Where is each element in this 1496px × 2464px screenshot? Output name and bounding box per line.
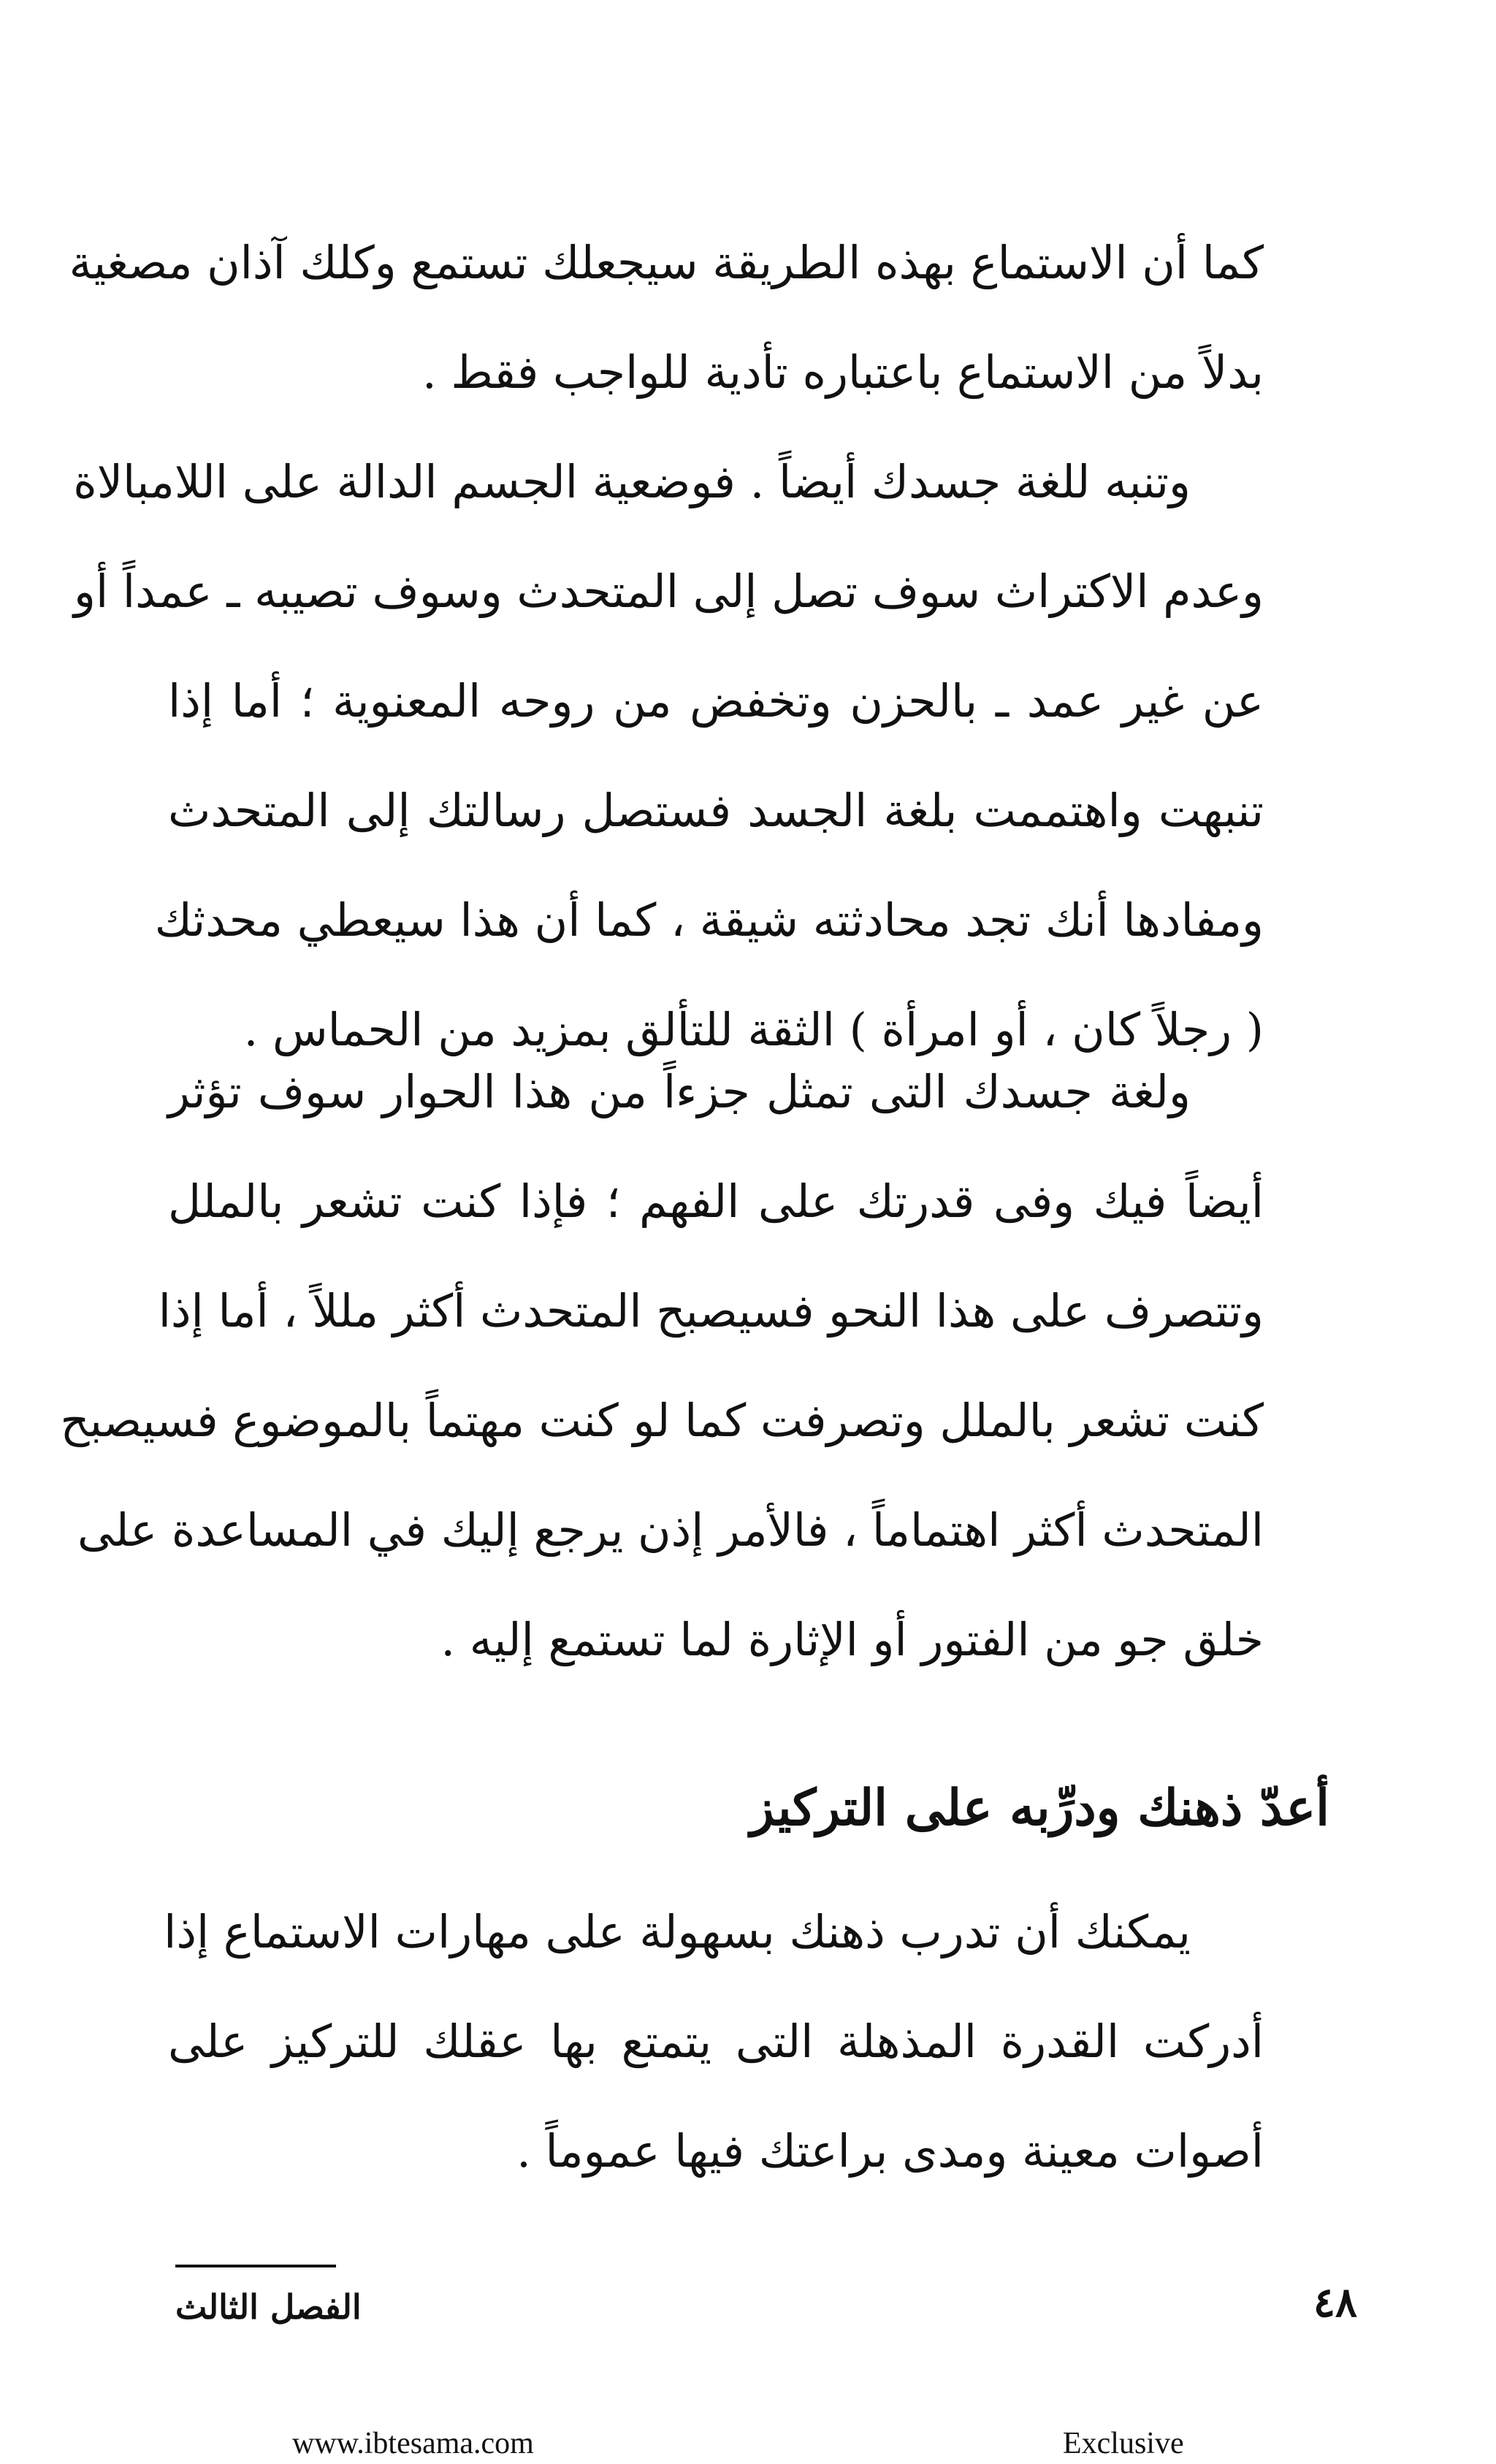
text-line: يمكنك أن تدرب ذهنك بسهولة على مهارات الاستماع إذا [164,1905,1191,1958]
text-line: ولغة جسدك التى تمثل جزءاً من هذا الحوار سوف تؤثر [168,1065,1191,1118]
footer-rule [175,2265,336,2267]
paragraph-4 [164,1877,1264,2206]
watermark-tag: Exclusive [1063,2427,1184,2460]
chapter-label: الفصل الثالث [175,2287,362,2327]
text-line: أدركت القدرة المذهلة التى يتمتع بها عقلك للتركيز على [168,2015,1264,2068]
section-heading: أعدّ ذهنك ودرِّبه على التركيز [750,1779,1329,1837]
paragraph-1 [69,208,1264,427]
text-line: وعدم الاكتراث سوف تصل إلى المتحدث وسوف تصيبه ـ عمداً أو [74,565,1264,618]
text-line: وتتصرف على هذا النحو فسيصبح المتحدث أكثر مللاً ، أما إذا [158,1284,1264,1338]
text-line: كنت تشعر بالملل وتصرفت كما لو كنت مهتماً بالموضوع فسيصبح [60,1394,1264,1447]
text-line: عن غير عمد ـ بالحزن وتخفض من روحه المعنوية ؛ أما إذا [168,674,1264,728]
text-line: المتحدث أكثر اهتماماً ، فالأمر إذن يرجع إليك في المساعدة على [77,1503,1264,1557]
text-line: تنبهت واهتممت بلغة الجسد فستصل رسالتك إلى المتحدث [168,784,1264,837]
text-line: وتنبه للغة جسدك أيضاً . فوضعية الجسم الدالة على اللامبالاة [73,455,1191,508]
text-line: أيضاً فيك وفى قدرتك على الفهم ؛ فإذا كنت تشعر بالملل [168,1175,1264,1228]
paragraph-2 [73,427,1264,1085]
text-line: أصوات معينة ومدى براعتك فيها عموماً . [516,2124,1264,2178]
text-line: ومفادها أنك تجد محادثته شيقة ، كما أن هذا سيعطي محدثك [154,893,1264,947]
text-line: كما أن الاستماع بهذه الطريقة سيجعلك تستمع وكلك آذان مصغية [69,236,1264,289]
text-line: بدلاً من الاستماع باعتباره تأدية للواجب فقط . [421,346,1264,399]
page-number: ٤٨ [1313,2278,1357,2327]
watermark-url: www.ibtesama.com [292,2427,534,2460]
text-line: ( رجلاً كان ، أو امرأة ) الثقة للتألق بمزيد من الحماس . [243,1003,1264,1056]
paragraph-3 [60,1037,1264,1695]
text-line: خلق جو من الفتور أو الإثارة لما تستمع إليه . [440,1613,1264,1666]
